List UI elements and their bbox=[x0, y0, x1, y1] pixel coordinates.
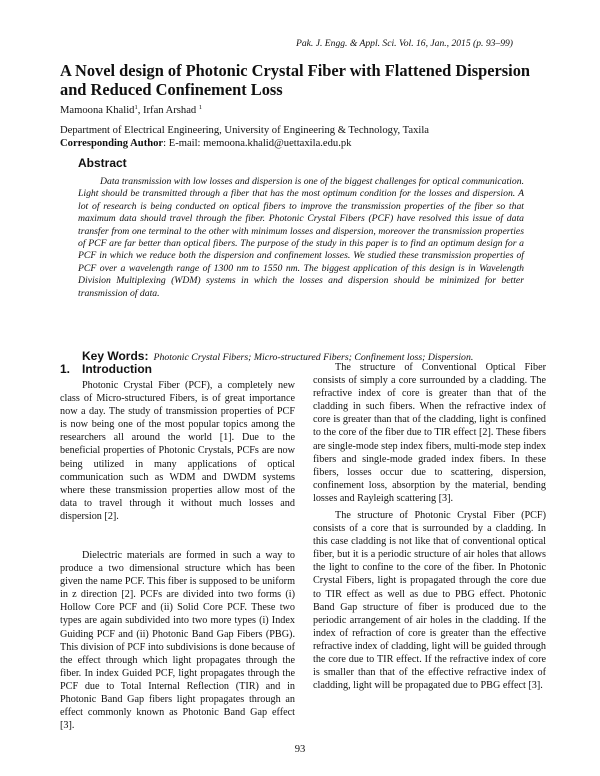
body-column-left bbox=[60, 379, 295, 523]
body-column-right bbox=[313, 361, 546, 505]
section-number: 1. bbox=[60, 362, 71, 376]
author-affiliation-mark: 1 bbox=[198, 104, 203, 111]
paragraph: Dielectric materials are formed in such a way to produce a two dimensional structure which has been given the name PCF. This fiber is supposed to be uniform in z direction [2]. PCFs are divided into two forms (i) Hollow Core PCF and (ii) Solid Core PCF. These two types are again subdivided into two more types (i) Index Guiding PCF and (ii) Photonic Band Gap Fibers (PBG). This division of PCF into subdivisions is done because of the effect through which light propagates through the fiber. In index Guided PCF, light propagates through the PCF due to Total Internal Reflection (TIR) and in Photonic Band Gap fibers light propagates through an effect commonly known as Photonic Band Gap effect [3]. bbox=[60, 550, 295, 732]
author-list bbox=[60, 104, 202, 116]
author-affiliation-mark: 1 bbox=[134, 104, 138, 111]
abstract-heading: Abstract bbox=[78, 156, 127, 170]
body-column-right-lower bbox=[313, 509, 546, 692]
paragraph: The structure of Photonic Crystal Fiber (PCF) consists of a core that is surrounded by a cladding. In this case cladding is not like that of conventional optical fiber, but it is a periodic structure of air holes that allows the light to confine to the core of the fiber. In Photonic Crystal Fibers, light is propagated through the core due to TIR effect as well as due to PBG effect. Photonic Band Gap structure of fiber is produced due to the periodic arrangement of air holes in the cladding. If the index of refraction of core is greater than the effective refractive index of cladding, light will be guided through the core due to TIR effect. If the refractive index of core is smaller than that of the effective refractive index of cladding, light will be propagated due to PBG effect [3]. bbox=[313, 510, 546, 692]
section-heading-introduction bbox=[60, 362, 152, 376]
paper-title: A Novel design of Photonic Crystal Fiber with Flattened Dispersion and Reduced Confinement Loss bbox=[60, 61, 531, 99]
author-name: Irfan Arshad bbox=[142, 105, 197, 116]
paragraph: The structure of Conventional Optical Fiber consists of simply a core surrounded by a cladding. The refractive index of core is greater than that of the cladding in such fibers. When the refractive index of core is greater than that of the cladding, light is confined to the core of the fiber due to TIR effect [2]. These fibers are single-mode step index fibers, multi-mode step index fibers and single-mode graded index fibers. In these fibers, losses occur due to scattering, dispersion, confinement loss, absorption by the material, bending losses and Rayleigh scattering [3]. bbox=[313, 362, 546, 504]
affiliation: Department of Electrical Engineering, University of Engineering & Technology, Taxila bbox=[60, 125, 429, 136]
page-number: 93 bbox=[294, 744, 306, 755]
journal-citation: Pak. J. Engg. & Appl. Sci. Vol. 16, Jan., 2015 (p. 93–99) bbox=[296, 38, 513, 49]
paragraph: Photonic Crystal Fiber (PCF), a completely new class of Micro-structured Fibers, is of great importance now a day. The study of transmission properties of PCF is now being one of the most popular topics among the researchers all around the world [1]. Due to the beneficial properties of Photonic Crystals, PCFs are now being utilized in many applications of optical communication such as WDM and DWDM systems where these transmission properties allow most of the data to travel through it without much losses and dispersion [2]. bbox=[60, 380, 295, 522]
corresponding-email: : E-mail: memoona.khalid@uettaxila.edu.pk bbox=[163, 138, 352, 149]
keywords-label: Key Words: bbox=[82, 349, 149, 363]
corresponding-author bbox=[60, 138, 351, 149]
keywords-text: Photonic Crystal Fibers; Micro-structured Fibers; Confinement loss; Dispersion. bbox=[153, 352, 474, 363]
body-column-left-lower bbox=[60, 549, 295, 732]
abstract-text: Data transmission with low losses and dispersion is one of the biggest challenges for optical communication. Light should be transmitted through a fiber that has the most optimum condition for the losses and dispersion. A lot of research is being conducted on optical fibers to improve the transmission properties of the fiber so that maximum data should travel through the fiber. Photonic Crystal Fibers (PCF) have resolved this issue of data transfer from one terminal to the other with minimum losses and dispersion, moreover the transmission properties of PCF are far better than optical fibers. The purpose of the study in this paper is to find an optimum design for a PCF in which we reduce both the dispersion and confinement losses. We studied these transmission properties of PCF over a wavelength range of 1300 nm to 1550 nm. The biggest application of this design is in Wavelength Division Multiplexing (WDM) systems in which the losses and dispersion should be minimized for better transmission of data. bbox=[78, 176, 524, 299]
section-title: Introduction bbox=[82, 362, 152, 376]
author-name: Mamoona Khalid bbox=[60, 105, 135, 116]
corresponding-label: Corresponding Author bbox=[60, 138, 164, 149]
author-separator: , bbox=[137, 105, 143, 116]
